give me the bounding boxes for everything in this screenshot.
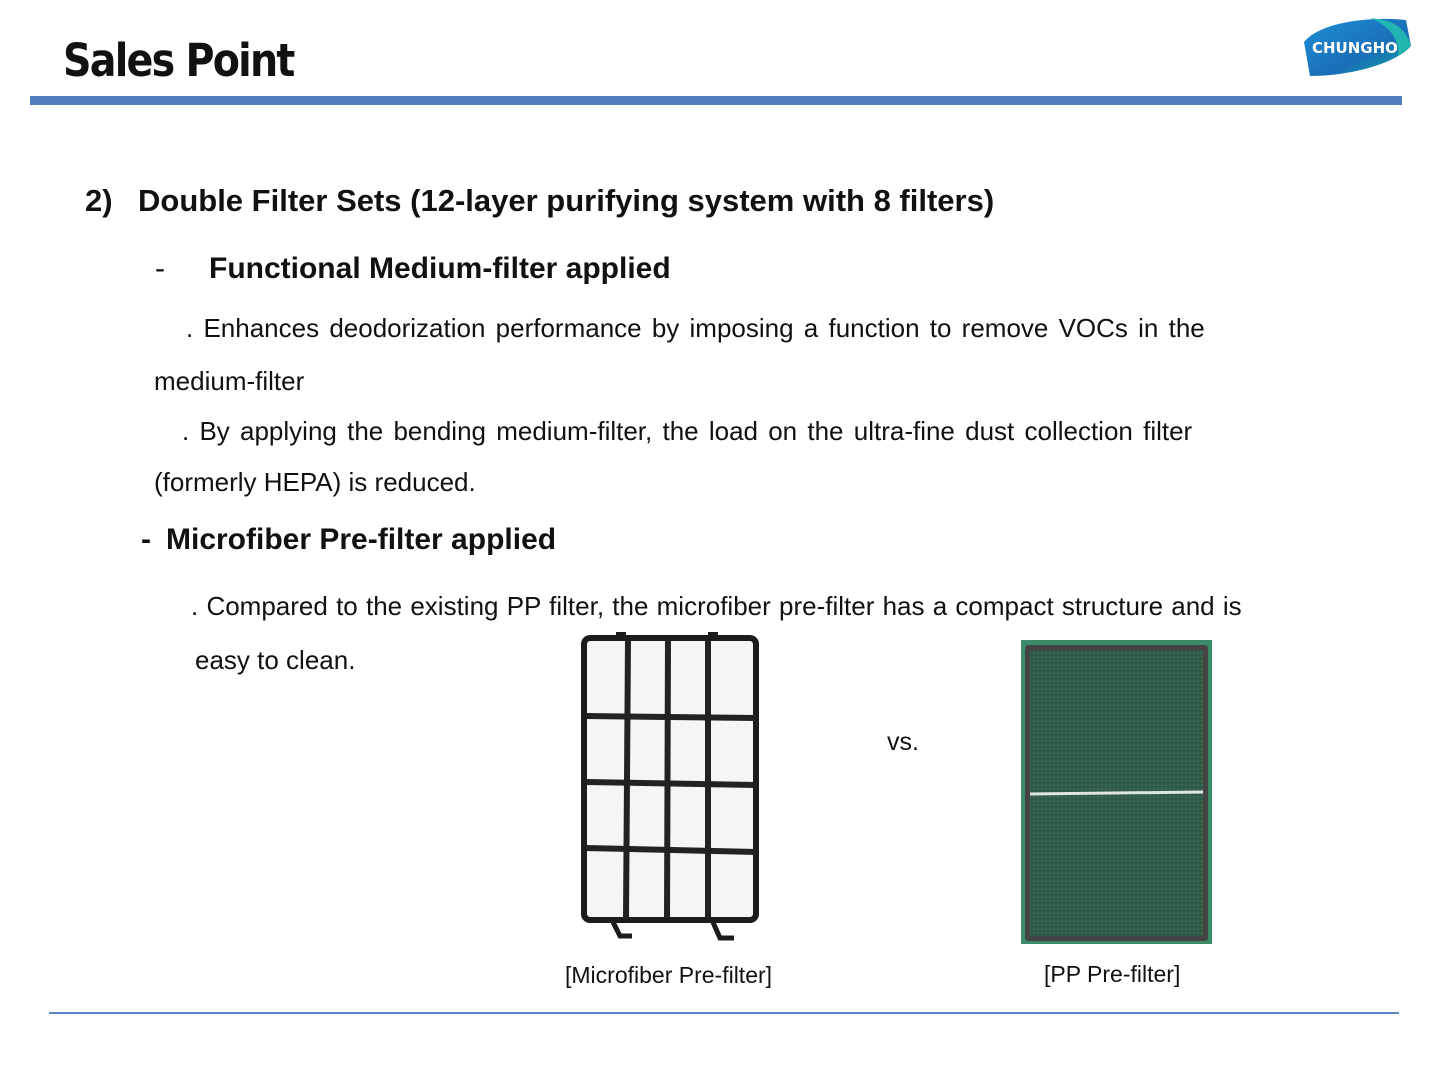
medium-filter-heading bbox=[155, 252, 671, 286]
microfiber-filter-dash: - bbox=[141, 523, 151, 556]
microfiber-prefilter-photo bbox=[580, 630, 762, 948]
title-underline bbox=[30, 96, 1402, 105]
microfiber-filter-bullet-line1: . Compared to the existing PP filter, the microfiber pre-filter has a compact structure and is bbox=[191, 591, 1242, 621]
microfiber-filter-bullet-line2: easy to clean. bbox=[195, 645, 356, 675]
microfiber-filter-heading-text: Microfiber Pre-filter applied bbox=[166, 523, 557, 556]
medium-filter-bullet2-line2: (formerly HEPA) is reduced. bbox=[154, 467, 476, 497]
section-number: 2) bbox=[85, 183, 113, 218]
section-heading-text: Double Filter Sets (12-layer purifying system with 8 filters) bbox=[138, 183, 995, 218]
medium-filter-bullet1-line1: . Enhances deodorization performance by imposing a function to remove VOCs in the bbox=[186, 313, 1205, 343]
page-title: Sales Point bbox=[63, 34, 294, 87]
medium-filter-bullet2-line1: . By applying the bending medium-filter, the load on the ultra-fine dust collection filter bbox=[182, 416, 1193, 446]
footer-divider bbox=[49, 1012, 1399, 1014]
vs-label: vs. bbox=[887, 728, 919, 756]
chungho-logo bbox=[1300, 16, 1412, 78]
medium-filter-dash: - bbox=[155, 252, 165, 285]
pp-prefilter-caption: [PP Pre-filter] bbox=[1044, 961, 1181, 987]
pp-prefilter-photo bbox=[1021, 640, 1212, 944]
microfiber-filter-heading bbox=[141, 523, 556, 557]
microfiber-prefilter-caption: [Microfiber Pre-filter] bbox=[565, 962, 773, 988]
svg-text:CHUNGHO: CHUNGHO bbox=[1312, 39, 1398, 57]
medium-filter-bullet1-line2: medium-filter bbox=[154, 366, 305, 396]
section-heading bbox=[85, 183, 994, 219]
medium-filter-heading-text: Functional Medium-filter applied bbox=[209, 252, 671, 285]
